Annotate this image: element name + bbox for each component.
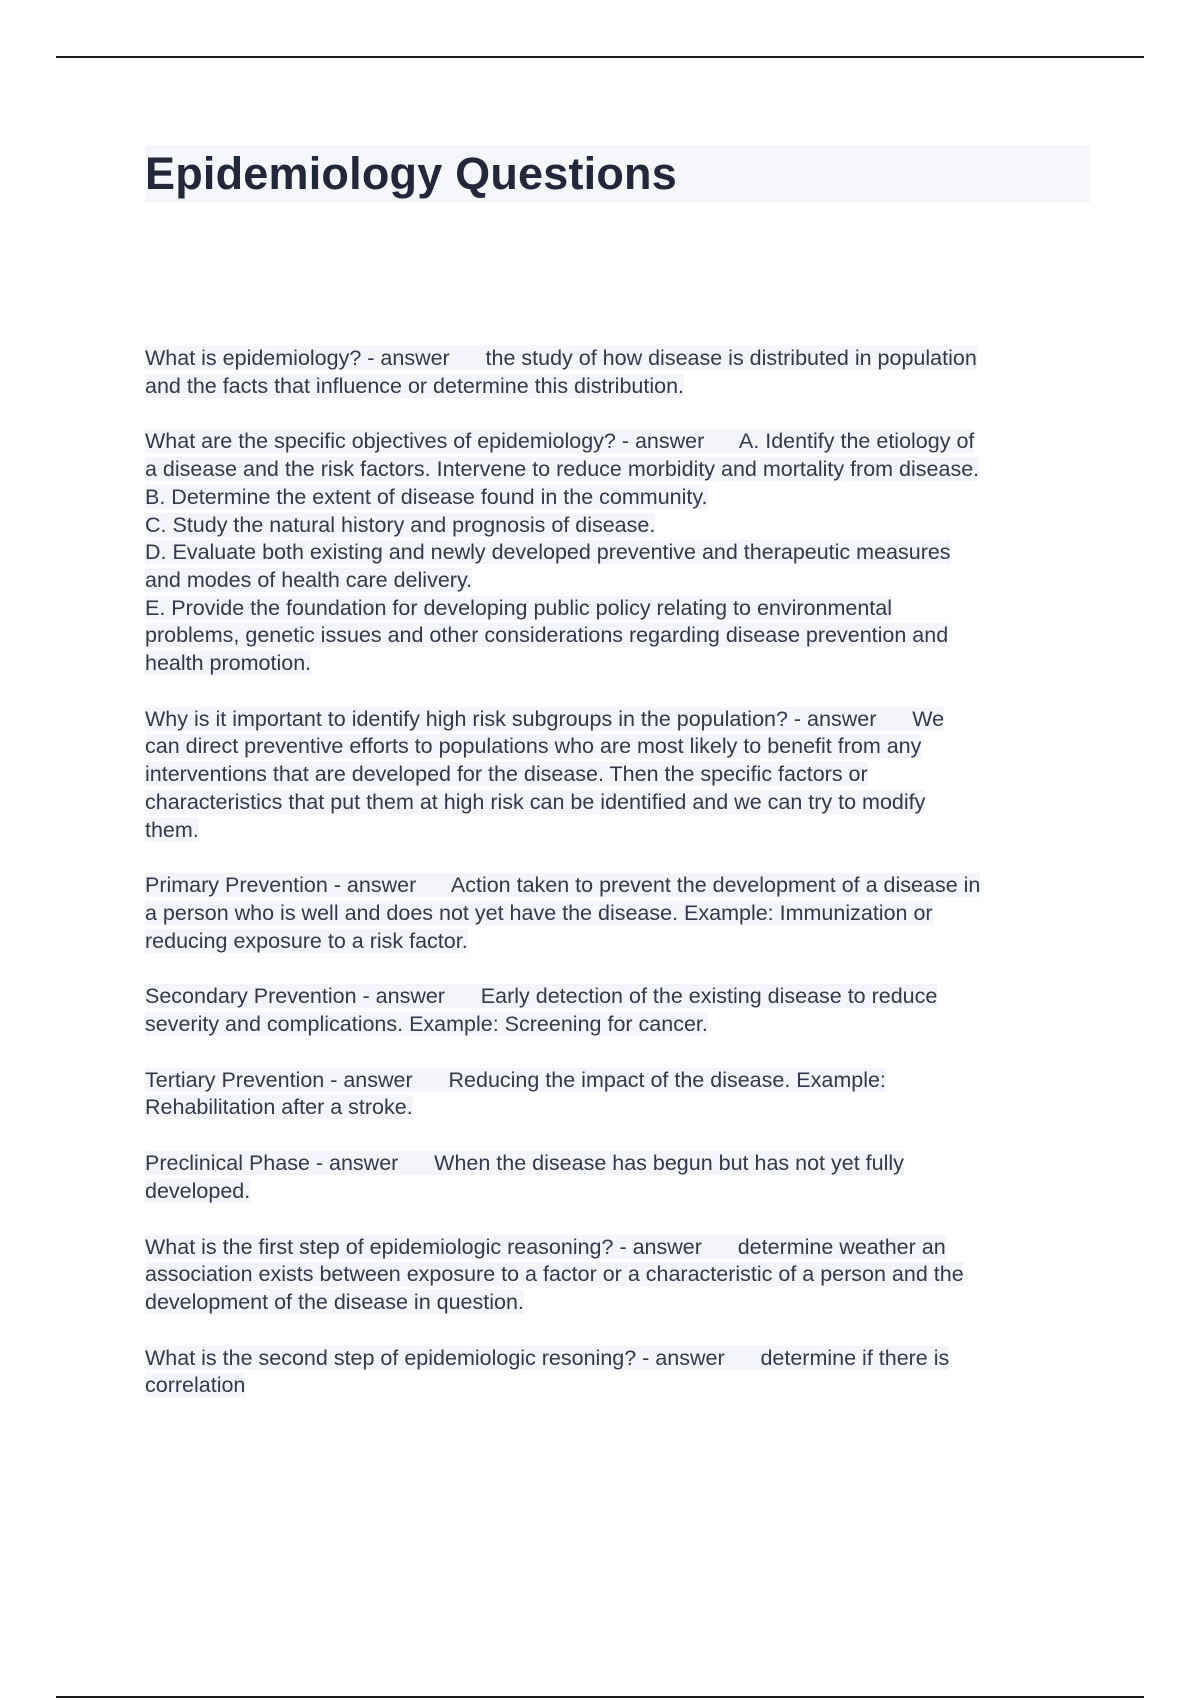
- qa-item: [145, 345, 1090, 400]
- qa-line: [145, 733, 1090, 761]
- qa-item: [145, 983, 1090, 1038]
- qa-line-text: Why is it important to identify high risk subgroups in the population? - answer We: [145, 706, 945, 731]
- qa-line-text: B. Determine the extent of disease found in the community.: [145, 484, 708, 509]
- qa-line: [145, 567, 1090, 595]
- qa-line-text: Preclinical Phase - answer When the disease has begun but has not yet fully: [145, 1151, 904, 1176]
- qa-line-text: C. Study the natural history and prognosis of disease.: [145, 512, 656, 537]
- qa-line: [145, 983, 1090, 1011]
- qa-line-text: What is epidemiology? - answer the study of how disease is distributed in population: [145, 346, 977, 370]
- qa-line: [145, 1178, 1090, 1206]
- qa-line-text: association exists between exposure to a factor or a characteristic of a person and the: [145, 1262, 964, 1287]
- qa-line: [145, 539, 1090, 567]
- qa-line: [145, 1261, 1090, 1289]
- qa-line: [145, 1234, 1090, 1262]
- qa-line: [145, 1067, 1090, 1095]
- qa-line: [145, 761, 1090, 789]
- footer-rule: [56, 1696, 1144, 1698]
- qa-line-text: developed.: [145, 1178, 251, 1203]
- qa-line-text: E. Provide the foundation for developing public policy relating to environmental: [145, 595, 892, 620]
- qa-line-text: correlation: [145, 1373, 246, 1398]
- qa-line: [145, 1345, 1090, 1373]
- qa-line-text: development of the disease in question.: [145, 1289, 524, 1314]
- qa-line: [145, 650, 1090, 678]
- qa-item: [145, 428, 1090, 677]
- qa-line-text: severity and complications. Example: Screening for cancer.: [145, 1012, 708, 1037]
- qa-line-text: and modes of health care delivery.: [145, 567, 473, 592]
- qa-line-text: Primary Prevention - answer Action taken to prevent the development of a disease in: [145, 873, 981, 898]
- qa-line-text: Secondary Prevention - answer Early detection of the existing disease to reduce: [145, 984, 938, 1009]
- qa-item: [145, 872, 1090, 955]
- qa-line: [145, 872, 1090, 900]
- qa-line: [145, 900, 1090, 928]
- document-body: [145, 145, 1090, 1428]
- qa-line: [145, 484, 1090, 512]
- qa-line-text: What are the specific objectives of epidemiology? - answer A. Identify the etiology of: [145, 429, 975, 454]
- qa-line: [145, 428, 1090, 456]
- qa-item: [145, 1345, 1090, 1400]
- qa-line-text: Rehabilitation after a stroke.: [145, 1095, 413, 1120]
- qa-line: [145, 373, 1090, 401]
- qa-line: [145, 512, 1090, 540]
- qa-line-text: reducing exposure to a risk factor.: [145, 928, 468, 953]
- qa-line-text: and the facts that influence or determine this distribution.: [145, 373, 685, 398]
- qa-line-text: a disease and the risk factors. Intervene to reduce morbidity and mortality from disease.: [145, 457, 980, 482]
- qa-item: [145, 706, 1090, 845]
- qa-list: [145, 345, 1090, 1400]
- page-title: Epidemiology Questions: [145, 145, 1090, 203]
- qa-line-text: D. Evaluate both existing and newly developed preventive and therapeutic measures: [145, 540, 951, 565]
- qa-line: [145, 706, 1090, 734]
- qa-line: [145, 595, 1090, 623]
- header-rule: [56, 56, 1144, 58]
- qa-line: [145, 456, 1090, 484]
- qa-line: [145, 928, 1090, 956]
- qa-line: [145, 1011, 1090, 1039]
- qa-line-text: them.: [145, 817, 199, 842]
- qa-line: [145, 1094, 1090, 1122]
- qa-line-text: interventions that are developed for the disease. Then the specific factors or: [145, 762, 868, 787]
- qa-line-text: can direct preventive efforts to populations who are most likely to benefit from any: [145, 734, 922, 759]
- qa-line-text: a person who is well and does not yet have the disease. Example: Immunization or: [145, 900, 933, 925]
- qa-line: [145, 817, 1090, 845]
- qa-line-text: health promotion.: [145, 651, 312, 676]
- qa-line: [145, 1372, 1090, 1400]
- qa-line-text: characteristics that put them at high risk can be identified and we can try to modify: [145, 789, 926, 814]
- qa-line-text: What is the second step of epidemiologic resoning? - answer determine if there is: [145, 1345, 950, 1370]
- qa-line-text: What is the first step of epidemiologic reasoning? - answer determine weather an: [145, 1234, 946, 1259]
- qa-item: [145, 1234, 1090, 1317]
- qa-line: [145, 345, 1090, 373]
- qa-item: [145, 1067, 1090, 1122]
- qa-line: [145, 1150, 1090, 1178]
- qa-line-text: Tertiary Prevention - answer Reducing the impact of the disease. Example:: [145, 1067, 886, 1092]
- qa-line: [145, 1289, 1090, 1317]
- qa-line-text: problems, genetic issues and other considerations regarding disease prevention and: [145, 623, 949, 648]
- qa-item: [145, 1150, 1090, 1205]
- qa-line: [145, 789, 1090, 817]
- qa-line: [145, 622, 1090, 650]
